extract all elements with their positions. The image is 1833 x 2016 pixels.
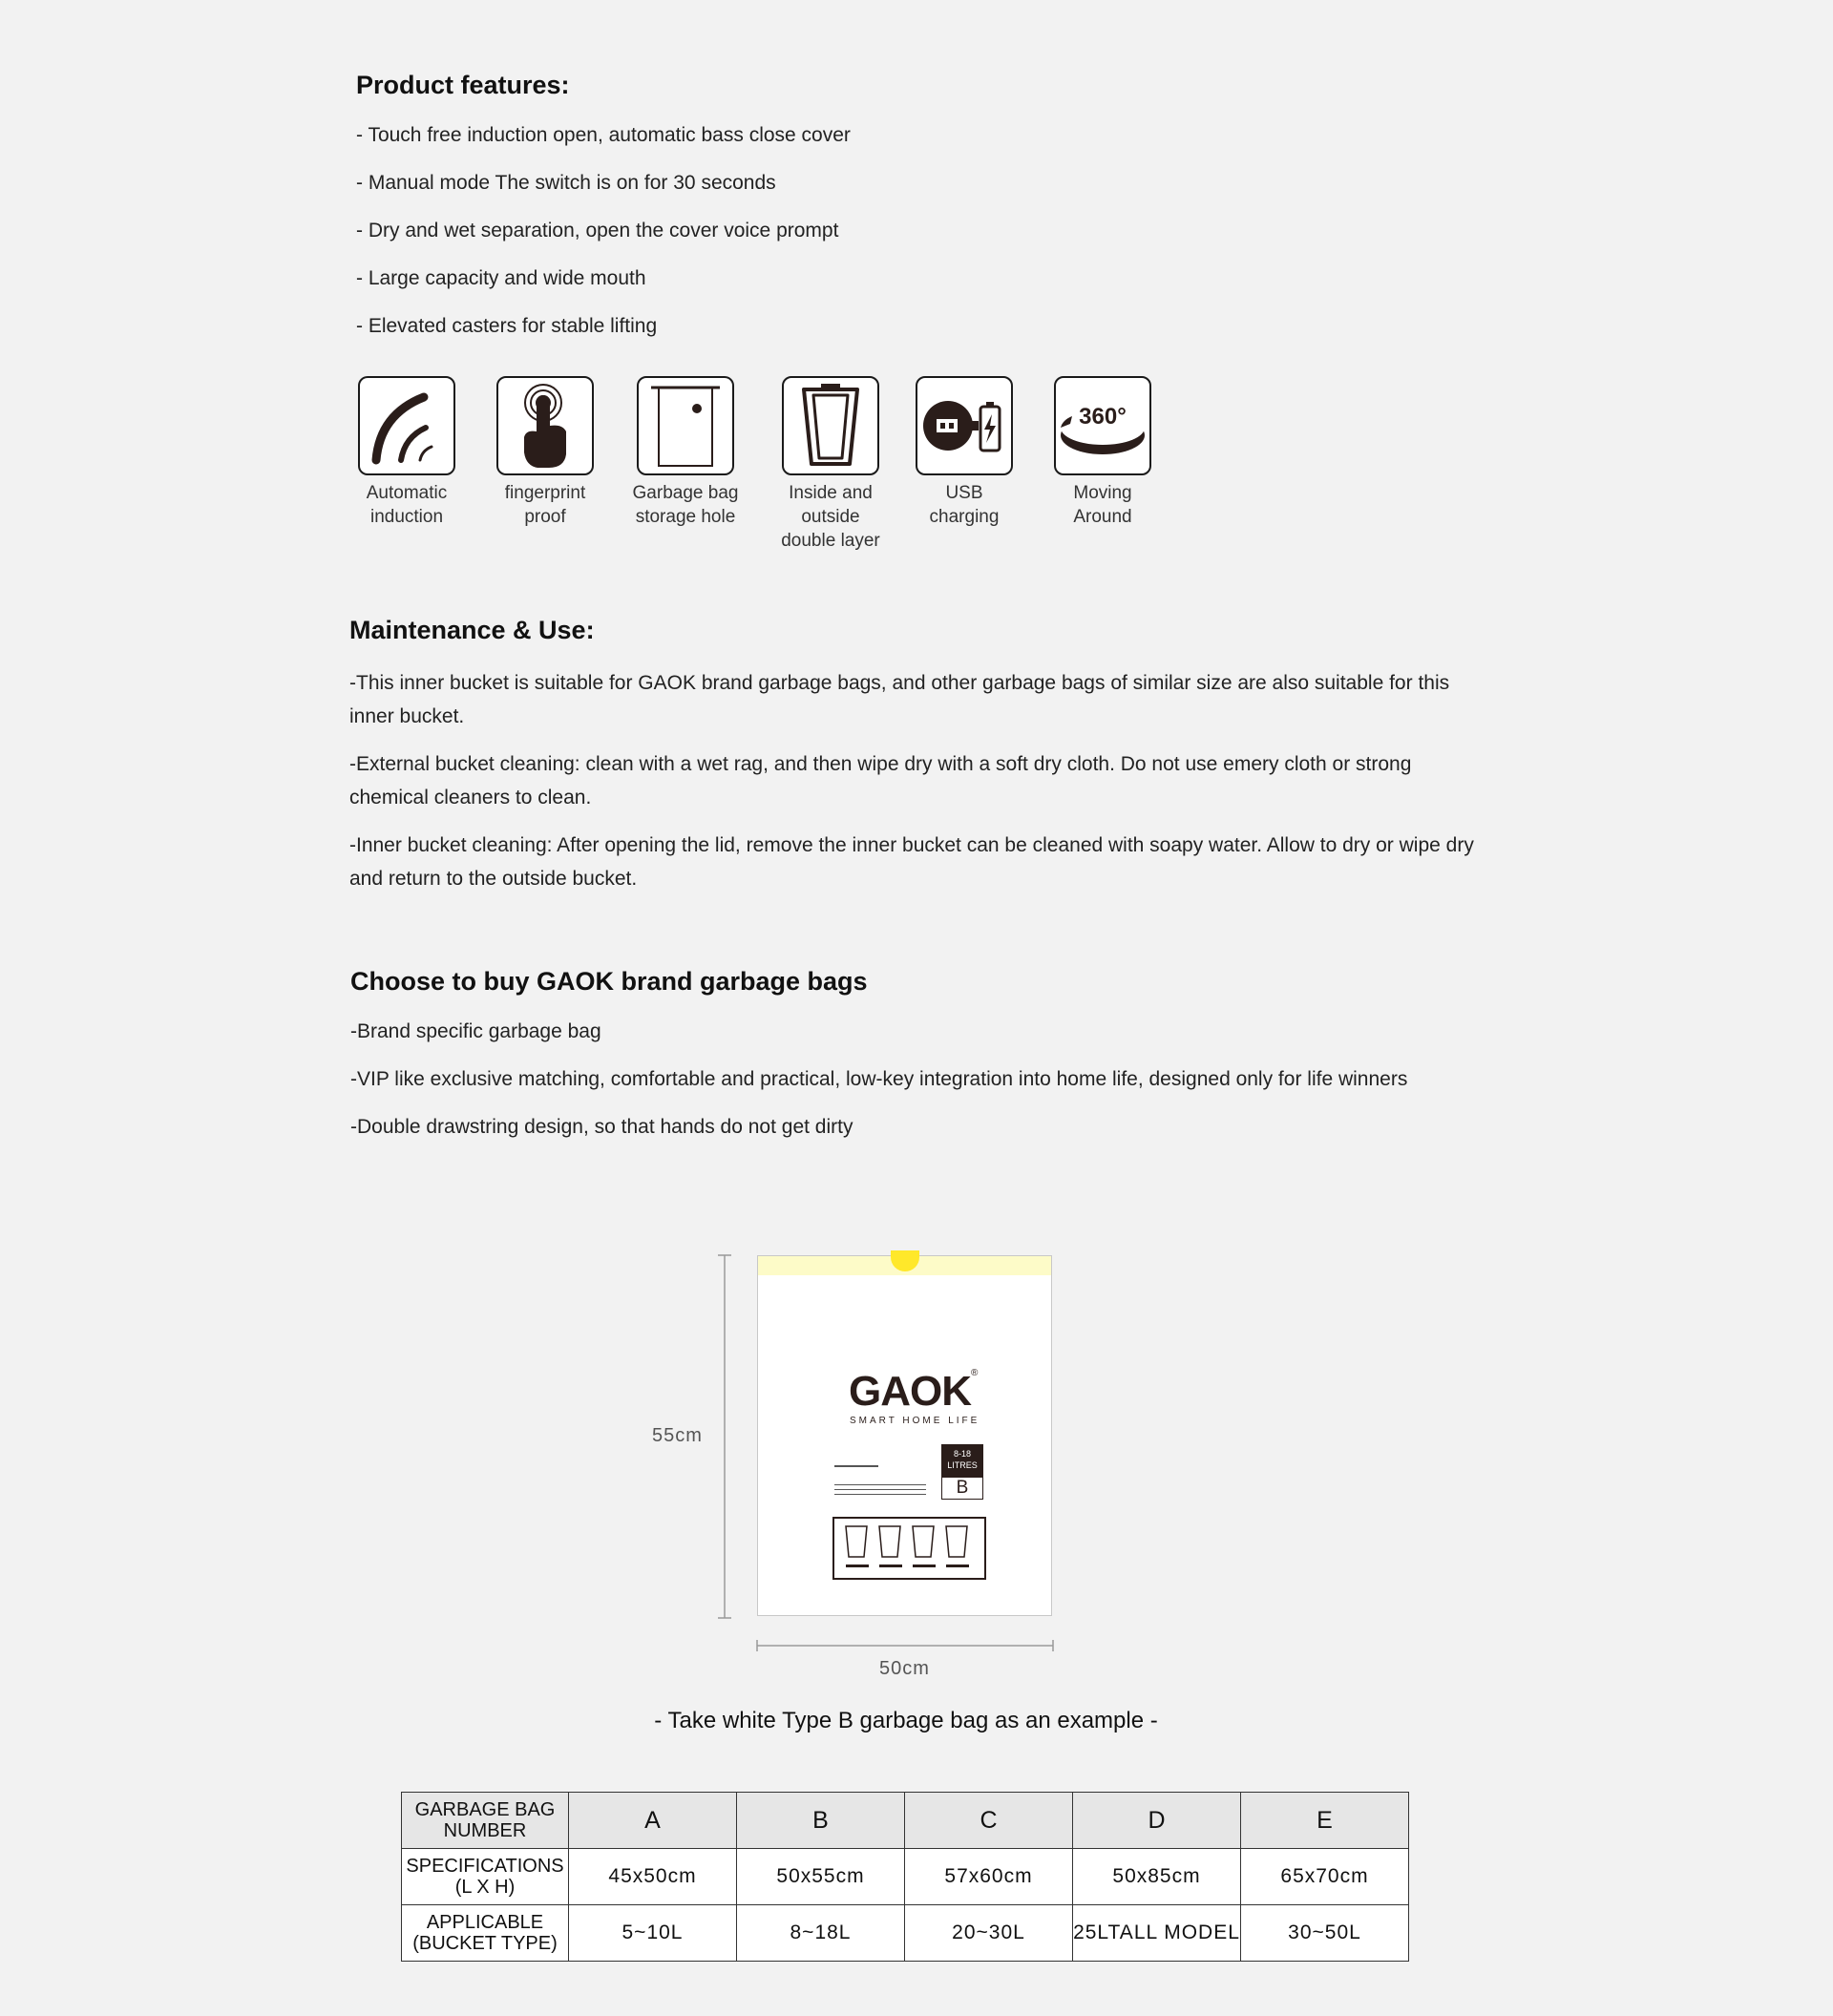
icon-label: induction [369, 507, 444, 527]
bag-fine-print [834, 1484, 926, 1485]
usage-steps-icon [834, 1519, 984, 1578]
maintenance-paragraph: -Inner bucket cleaning: After opening the lid, remove the inner bucket can be cleaned with soapy water. Allow to dry or wipe dry and return to the outside bucket. [349, 834, 1474, 890]
icon-label: Inside and outside [789, 483, 873, 527]
table-cell: 8~18L [737, 1905, 905, 1962]
figure-caption: - Take white Type B garbage bag as an example - [654, 1708, 1158, 1733]
bag-fine-print [834, 1489, 926, 1490]
feature-icon-usb-charging [893, 376, 1036, 529]
table-row-label: SPECIFICATIONS (L X H) [402, 1849, 569, 1905]
table-cell: 45x50cm [569, 1849, 737, 1905]
wave-signal-icon [367, 386, 447, 466]
fingerprint-icon [505, 382, 585, 470]
bag-type-badge: B [941, 1477, 983, 1500]
feature-item: - Dry and wet separation, open the cover voice prompt [356, 220, 839, 242]
table-header-cell: B [737, 1793, 905, 1849]
table-cell: 65x70cm [1241, 1849, 1409, 1905]
feature-icon-moving-around [1031, 376, 1174, 529]
table-header-cell: A [569, 1793, 737, 1849]
bags-item: -VIP like exclusive matching, comfortable and practical, low-key integration into home life, designed only for life winners [350, 1068, 1408, 1090]
icon-label: Automatic [366, 483, 448, 503]
width-label: 50cm [879, 1658, 930, 1679]
bag-fine-print [834, 1494, 926, 1495]
height-label: 55cm [652, 1425, 703, 1446]
bag-hole-icon [645, 382, 726, 470]
bag-capacity-badge: 8-18 LITRES [941, 1444, 983, 1477]
icon-label: Moving [1073, 483, 1132, 503]
table-row [402, 1905, 1409, 1962]
table-cell: 50x55cm [737, 1849, 905, 1905]
feature-item: - Large capacity and wide mouth [356, 267, 646, 289]
feature-icon-automatic-induction [335, 376, 478, 529]
bag-brand-logo: GAOK® [849, 1368, 978, 1415]
table-cell: 5~10L [569, 1905, 737, 1962]
icon-label: USB [945, 483, 983, 503]
garbage-bag-illustration [757, 1255, 1052, 1616]
table-header-cell: D [1073, 1793, 1241, 1849]
table-cell: 30~50L [1241, 1905, 1409, 1962]
feature-item: - Touch free induction open, automatic bass close cover [356, 124, 851, 146]
icon-label: fingerprint [504, 483, 586, 503]
icon-label: charging [929, 507, 1000, 527]
bags-item: -Double drawstring design, so that hands do not get dirty [350, 1116, 853, 1138]
maintenance-title: Maintenance & Use: [349, 616, 595, 644]
height-dimension-line [715, 1253, 734, 1620]
table-header-label: GARBAGE BAG NUMBER [402, 1793, 569, 1849]
bag-usage-steps [832, 1517, 986, 1580]
icon-label: double layer [781, 531, 880, 551]
bags-title: Choose to buy GAOK brand garbage bags [350, 967, 868, 996]
bag-fine-print [834, 1465, 878, 1467]
features-title: Product features: [356, 71, 570, 99]
table-cell: 20~30L [905, 1905, 1073, 1962]
table-cell: 57x60cm [905, 1849, 1073, 1905]
rotate-360-icon [1057, 386, 1148, 466]
width-dimension-line [755, 1639, 1055, 1652]
table-header-cell: E [1241, 1793, 1409, 1849]
table-header-row [402, 1793, 1409, 1849]
maintenance-paragraph: -This inner bucket is suitable for GAOK brand garbage bags, and other garbage bags of similar size are also suitable for this inner bucket. [349, 672, 1450, 727]
bags-item: -Brand specific garbage bag [350, 1020, 601, 1042]
rotate-badge-text: 360° [1079, 404, 1127, 430]
double-bucket-icon [790, 382, 871, 470]
table-header-cell: C [905, 1793, 1073, 1849]
table-cell: 50x85cm [1073, 1849, 1241, 1905]
feature-icon-bag-storage-hole [614, 376, 757, 529]
maintenance-paragraph: -External bucket cleaning: clean with a wet rag, and then wipe dry with a soft dry cloth. Do not use emery cloth or strong chemical cleaners to clean. [349, 753, 1412, 808]
bag-spec-table [401, 1792, 1409, 1962]
feature-item: - Elevated casters for stable lifting [356, 315, 658, 337]
usb-charging-icon [921, 386, 1007, 466]
feature-icon-double-layer [759, 376, 902, 553]
feature-item: - Manual mode The switch is on for 30 seconds [356, 172, 776, 194]
bag-tagline: SMART HOME LIFE [850, 1416, 980, 1426]
table-row [402, 1849, 1409, 1905]
table-row-label: APPLICABLE (BUCKET TYPE) [402, 1905, 569, 1962]
icon-label: Around [1073, 507, 1132, 527]
icon-label: Garbage bag [632, 483, 739, 503]
icon-label: proof [524, 507, 566, 527]
feature-icon-fingerprint-proof [474, 376, 617, 529]
table-cell: 25LTALL MODEL [1073, 1905, 1241, 1962]
icon-label: storage hole [635, 507, 736, 527]
